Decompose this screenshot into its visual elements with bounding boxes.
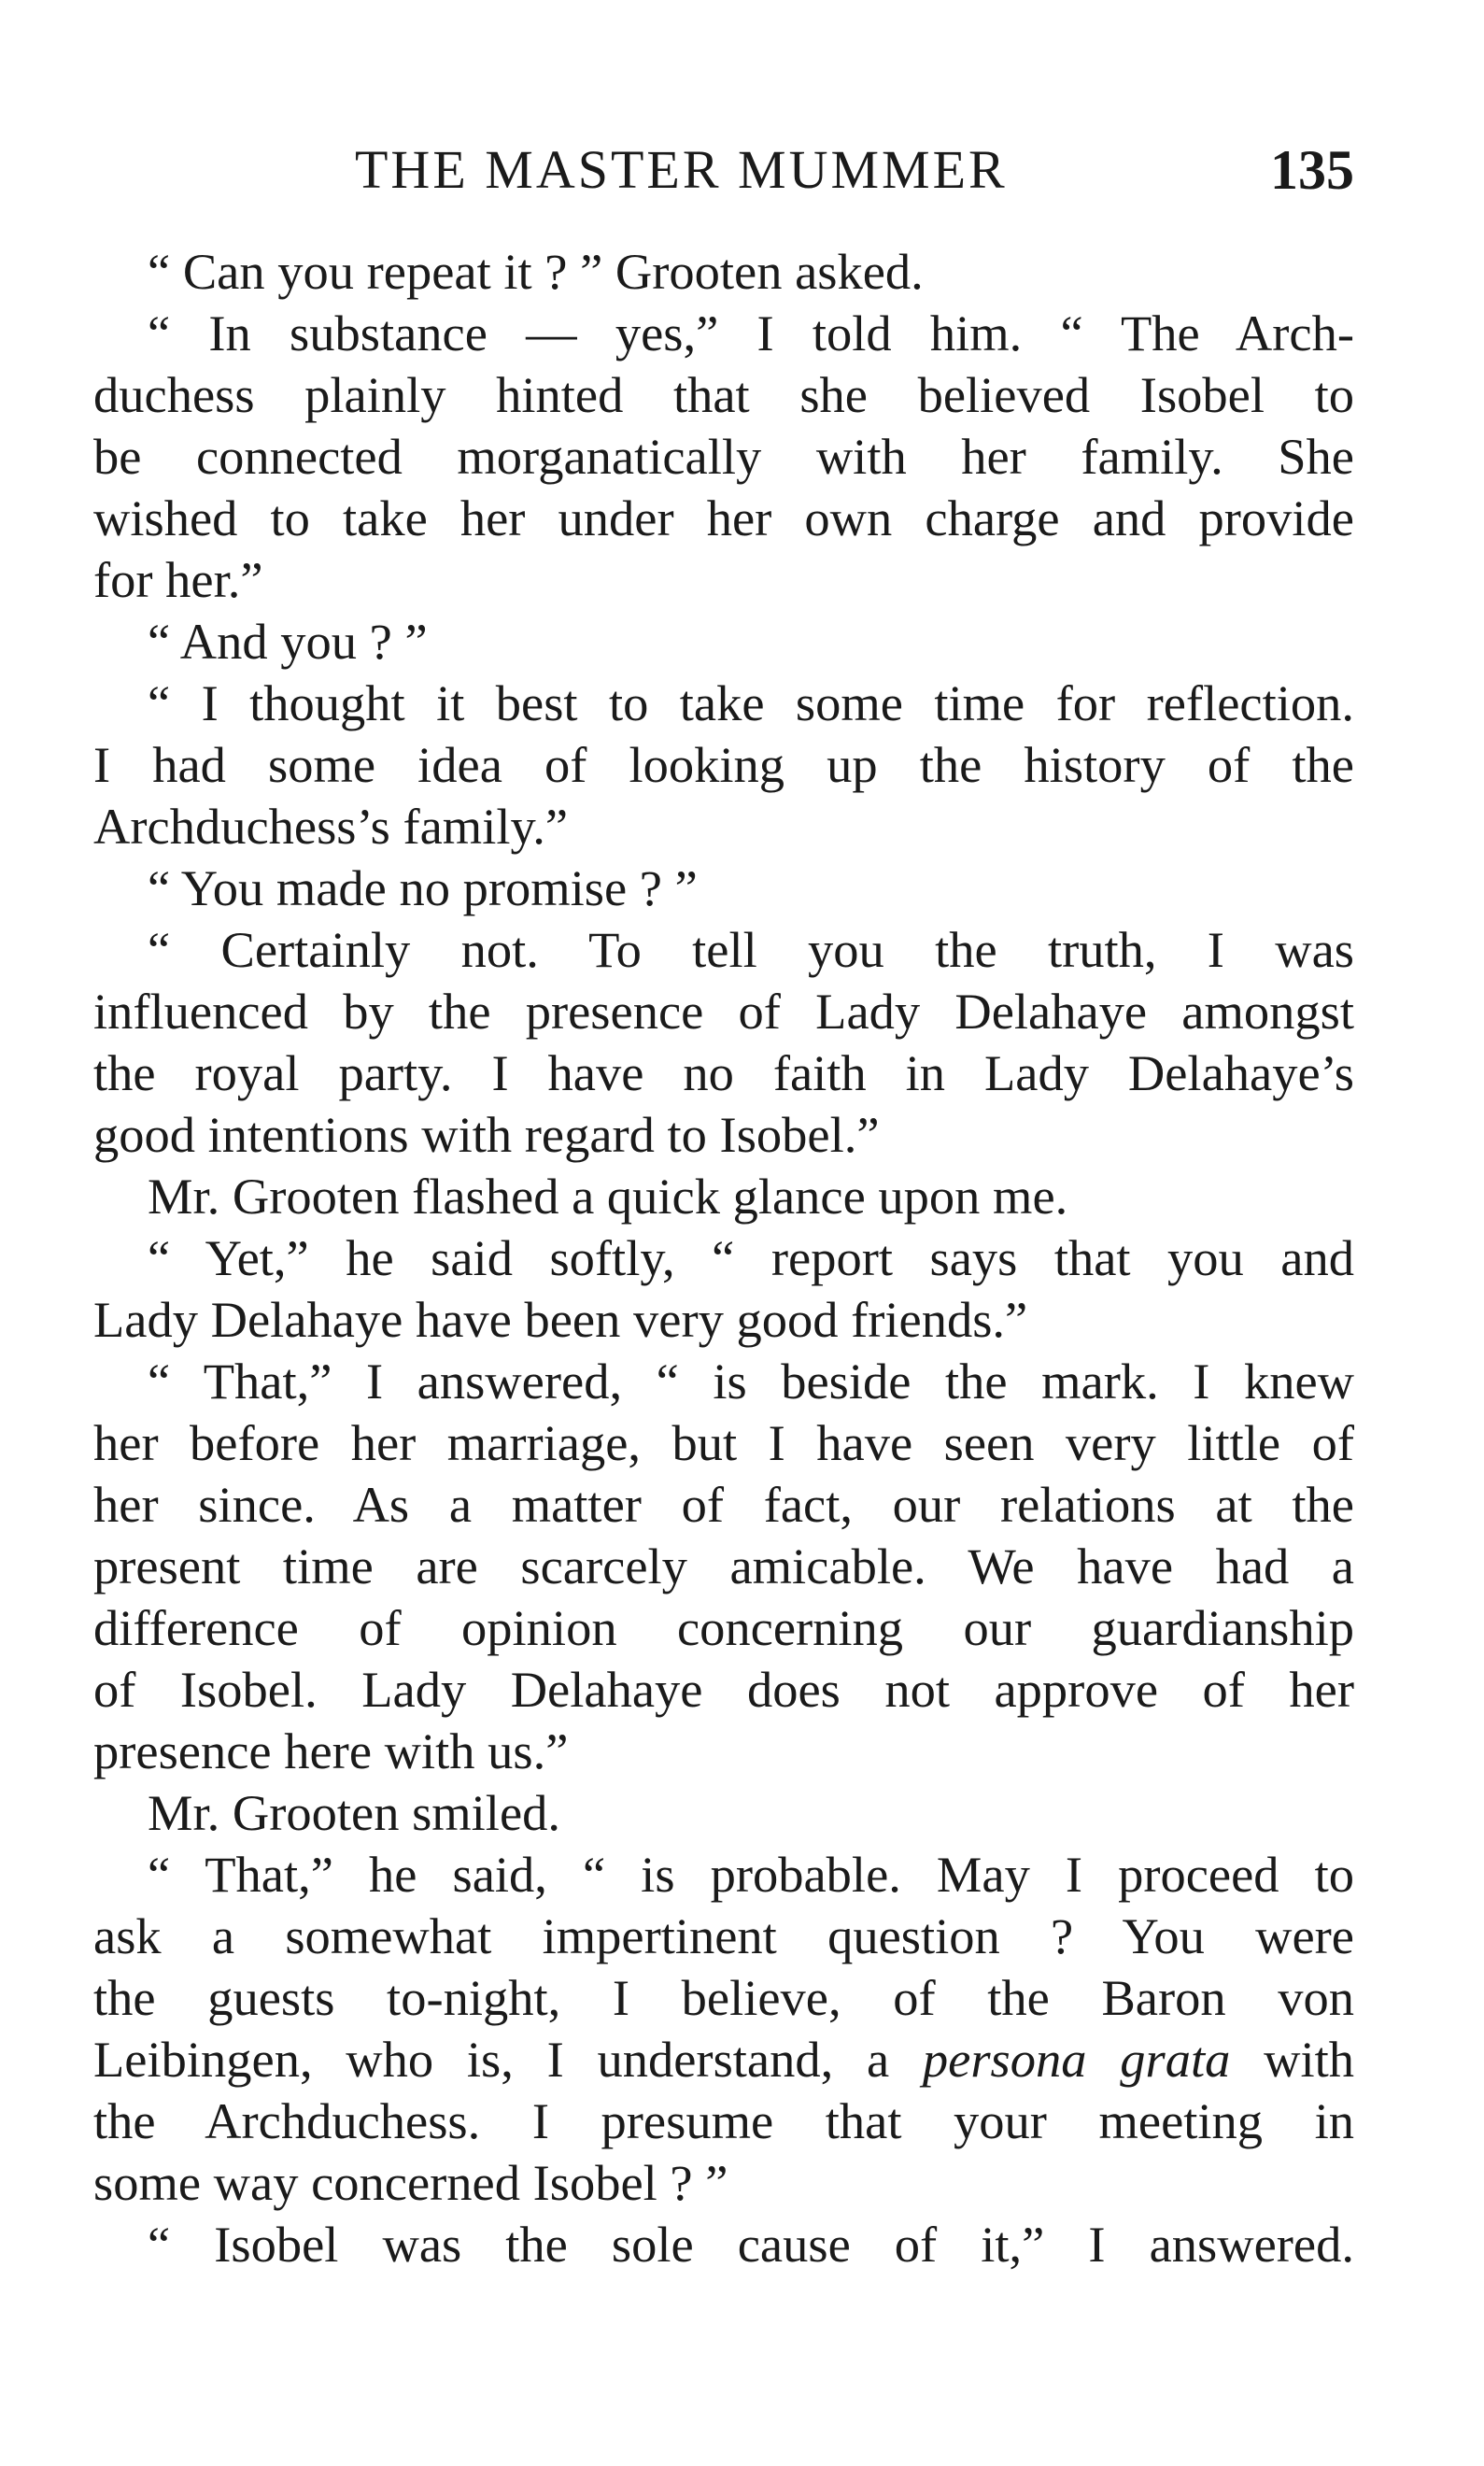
- text-line: Mr. Grooten flashed a quick glance upon me.: [148, 1168, 1068, 1225]
- text-line: wished to take her under her own charge and provide: [93, 489, 1354, 546]
- page-number: 135: [1270, 139, 1354, 201]
- text-line: her before her marriage, but I have seen very little of: [93, 1414, 1354, 1471]
- text-line: her since. As a matter of fact, our relations at the: [93, 1476, 1354, 1533]
- text-line: “ That,” I answered, “ is beside the mark. I knew: [148, 1353, 1354, 1410]
- text-line: Leibingen, who is, I understand, a persona grata with: [93, 2031, 1354, 2088]
- text-line: for her.”: [93, 551, 263, 608]
- text-line: present time are scarcely amicable. We have had a: [93, 1538, 1354, 1594]
- body-text: [93, 241, 1354, 2275]
- text-line: the royal party. I have no faith in Lady Delahaye’s: [93, 1044, 1354, 1101]
- text-line: Archduchess’s family.”: [93, 798, 569, 855]
- text-line: Lady Delahaye have been very good friends.”: [93, 1291, 1028, 1348]
- text-line: presence here with us.”: [93, 1722, 569, 1779]
- text-line: “ And you ? ”: [148, 613, 428, 670]
- text-line: “ Yet,” he said softly, “ report says that you and: [148, 1229, 1354, 1286]
- text-line: “ I thought it best to take some time for reflection.: [148, 674, 1354, 731]
- text-line: good intentions with regard to Isobel.”: [93, 1106, 880, 1163]
- text-line: Mr. Grooten smiled.: [148, 1784, 561, 1841]
- text-line: “ You made no promise ? ”: [148, 859, 698, 916]
- text-line: “ Isobel was the sole cause of it,” I answered.: [148, 2216, 1354, 2273]
- text-line: “ Certainly not. To tell you the truth, I was: [148, 921, 1354, 978]
- text-line: difference of opinion concerning our guardianship: [93, 1599, 1354, 1656]
- text-line: influenced by the presence of Lady Delahaye amongst: [93, 983, 1354, 1040]
- text-line: “ In substance — yes,” I told him. “ The Arch-: [148, 305, 1354, 361]
- text-line: I had some idea of looking up the history of the: [93, 736, 1354, 793]
- text-line: some way concerned Isobel ? ”: [93, 2154, 728, 2211]
- text-line: ask a somewhat impertinent question ? You were: [93, 1907, 1354, 1964]
- running-head: [93, 133, 1354, 207]
- running-title: THE MASTER MUMMER: [355, 139, 1008, 200]
- text-line: duchess plainly hinted that she believed Isobel to: [93, 366, 1354, 423]
- text-line: “ Can you repeat it ? ” Grooten asked.: [148, 243, 924, 300]
- text-line: of Isobel. Lady Delahaye does not approve of her: [93, 1661, 1354, 1718]
- text-line: “ That,” he said, “ is probable. May I proceed to: [148, 1846, 1354, 1903]
- italic-phrase: persona grata: [922, 2031, 1231, 2088]
- text-line: be connected morganatically with her family. She: [93, 428, 1354, 485]
- text-line: the Archduchess. I presume that your meeting in: [93, 2092, 1354, 2149]
- text-line: the guests to-night, I believe, of the Baron von: [93, 1969, 1354, 2026]
